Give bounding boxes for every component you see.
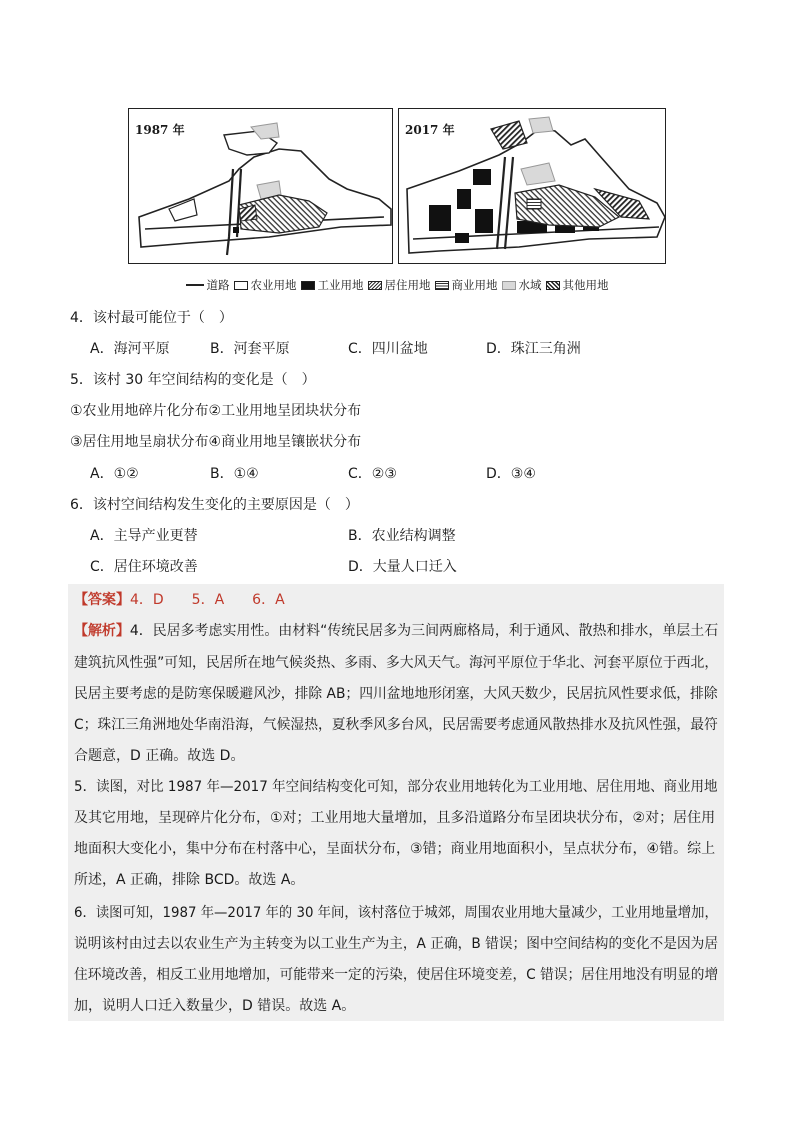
analysis-line-3: 民居主要考虑的是防寒保暖避风沙，排除 AB；四川盆地地形闭塞，大风天数少，民居抗风性要求低，排除: [74, 686, 718, 702]
q5-statement-2: ③居住用地呈扇状分布④商业用地呈镶嵌状分布: [70, 434, 362, 450]
legend-water: 水域: [502, 277, 542, 293]
legend-agri: 农业用地: [234, 277, 297, 293]
analysis-line-6: 5．读图，对比 1987 年—2017 年空间结构变化可知，部分农业用地转化为工业用地、居住用地、商业用地: [74, 779, 718, 795]
analysis-line-9: 所述，A 正确，排除 BCD。故选 A。: [74, 872, 305, 888]
analysis-line-10: 6．读图可知，1987 年—2017 年的 30 年间，该村落位于城郊，周围农业用地大量减少，工业用地量增加，: [74, 905, 718, 921]
legend-res: 居住用地: [368, 277, 431, 293]
q6-option-d[interactable]: D．大量人口迁入: [348, 559, 457, 575]
analysis-line-8: 地面积大变化小，集中分布在村落中心，呈面状分布，③错；商业用地面积小，呈点状分布，④错。综上: [74, 841, 716, 857]
q4-option-a[interactable]: A．海河平原: [90, 341, 170, 357]
analysis-line-7: 及其它用地，呈现碎片化分布，①对；工业用地大量增加，且多沿道路分布呈团块状分布，②对；居住用: [74, 810, 716, 826]
legend-road: 道路: [186, 277, 230, 293]
agri-swatch-icon: [234, 281, 248, 290]
answer-section: [68, 584, 724, 1021]
q6-stem: 6．该村空间结构发生变化的主要原因是（ ）: [70, 497, 359, 513]
q4-option-c[interactable]: C．四川盆地: [348, 341, 428, 357]
q4-option-b[interactable]: B．河套平原: [210, 341, 290, 357]
answer-text: 4．D 5．A 6．A: [130, 592, 285, 608]
road-swatch-icon: [186, 284, 204, 286]
legend-ind: 工业用地: [301, 277, 364, 293]
q6-option-c[interactable]: C．居住环境改善: [90, 559, 198, 575]
ind-swatch-icon: [301, 281, 315, 290]
water-swatch-icon: [502, 281, 516, 290]
analysis-line-4: C；珠江三角洲地处华南沿海，气候湿热，夏秋季风多台风，民居需要考虑通风散热排水及抗风性强，最符: [74, 717, 718, 733]
q5-option-a[interactable]: A．①②: [90, 466, 139, 482]
land-use-figure: [126, 106, 668, 302]
q5-option-d[interactable]: D．③④: [486, 466, 536, 482]
com-swatch-icon: [435, 281, 449, 290]
q5-option-c[interactable]: C．②③: [348, 466, 397, 482]
analysis-line-13: 加，说明人口迁入数量少，D 错误。故选 A。: [74, 998, 356, 1014]
map-2017-year: 2017 年: [405, 123, 455, 137]
analysis-line-11: 说明该村由过去以农业生产为主转变为以工业生产为主，A 正确，B 错误；图中空间结构的变化不是因为居: [74, 936, 719, 952]
q5-option-b[interactable]: B．①④: [210, 466, 259, 482]
answer-line: [74, 590, 285, 610]
q4-option-d[interactable]: D．珠江三角洲: [486, 341, 581, 357]
q6-option-b[interactable]: B．农业结构调整: [348, 528, 456, 544]
map-1987: [128, 108, 393, 264]
q5-statement-1: ①农业用地碎片化分布②工业用地呈团块状分布: [70, 403, 362, 419]
map-2017: [398, 108, 666, 264]
analysis-line-1: 【解析】4．民居多考虑实用性。由材料“传统民居多为三间两廊格局，利于通风、散热和排水，单层土石: [74, 623, 719, 639]
res-swatch-icon: [368, 281, 382, 290]
analysis-label: 【解析】: [74, 623, 130, 639]
analysis-line-5: 合题意，D 正确。故选 D。: [74, 748, 245, 764]
q5-stem: 5．该村 30 年空间结构的变化是（ ）: [70, 372, 316, 388]
q4-stem: 4．该村最可能位于（ ）: [70, 310, 233, 326]
legend-com: 商业用地: [435, 277, 498, 293]
q6-option-a[interactable]: A．主导产业更替: [90, 528, 198, 544]
answer-label: 【答案】: [74, 592, 130, 608]
map-1987-year: 1987 年: [135, 123, 185, 137]
analysis-line-2: 建筑抗风性强”可知，民居所在地气候炎热、多雨、多大风天气。海河平原位于华北、河套平原位于西北，: [74, 655, 719, 671]
legend-other: 其他用地: [546, 277, 609, 293]
analysis-line-12: 住环境改善，相反工业用地增加，可能带来一定的污染，使居住环境变差，C 错误；居住用地没有明显的增: [74, 967, 719, 983]
map-legend: [126, 276, 668, 294]
other-swatch-icon: [546, 281, 560, 290]
